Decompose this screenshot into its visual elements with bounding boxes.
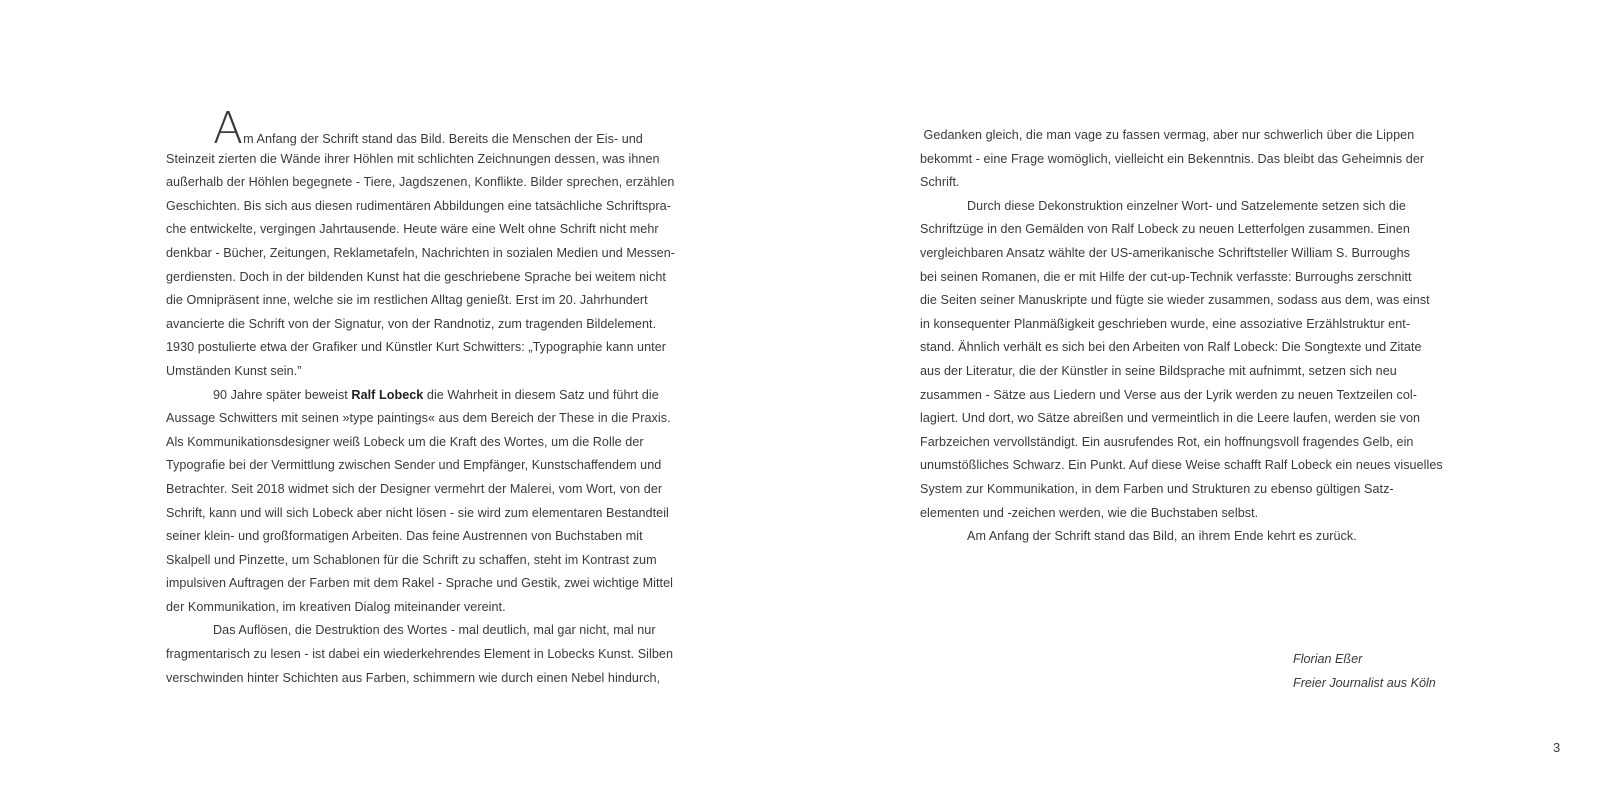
text-line: Geschichten. Bis sich aus diesen rudimentären Abbildungen eine tatsächliche Schriftspra- (166, 198, 671, 213)
text-line: die Omnipräsent inne, welche sie im restlichen Alltag genießt. Erst im 20. Jahrhundert (166, 293, 648, 308)
text-line: impulsiven Auftragen der Farben mit dem Rakel - Sprache und Gestik, zwei wichtige Mittel (166, 576, 673, 591)
text-line: vergleichbaren Ansatz wählte der US-amerikanische Schriftsteller William S. Burroughs (920, 245, 1411, 260)
closing-line: Am Anfang der Schrift stand das Bild, an ihrem Ende kehrt es zurück. (967, 529, 1357, 544)
text-line: verschwinden hinter Schichten aus Farben, schimmern wie durch einen Nebel hindurch, (166, 670, 661, 685)
left-text-column (166, 103, 698, 690)
first-line-text: m Anfang der Schrift stand das Bild. Bereits die Menschen der Eis- und (243, 132, 643, 146)
text-line: lagiert. Und dort, wo Sätze abreißen und vermeintlich in die Leere laufen, werden sie von (920, 411, 1421, 426)
author-name: Florian Eßer (1293, 652, 1363, 666)
text-line: Schriftzüge in den Gemälden von Ralf Lobeck zu neuen Letterfolgen zusammen. Einen (920, 222, 1410, 237)
text-fragment: 90 Jahre später beweist (213, 387, 352, 402)
text-line: zusammen - Sätze aus Liedern und Verse aus der Lyrik werden zu neuen Textzeilen col- (920, 387, 1418, 402)
text-line: in konsequenter Planmäßigkeit geschrieben wurde, eine assoziative Erzählstruktur ent- (920, 316, 1411, 331)
text-line: Farbzeichen vervollständigt. Ein ausrufendes Rot, ein hoffnungsvoll fragendes Gelb, ein (920, 434, 1414, 449)
author-signature (1293, 648, 1436, 695)
drop-cap: A (213, 103, 244, 154)
text-line: gerdiensten. Doch in der bildenden Kunst hat die geschriebene Sprache bei weitem nicht (166, 269, 666, 284)
text-line: die Seiten seiner Manuskripte und fügte sie wieder zusammen, sodass aus dem, was einst (920, 293, 1430, 308)
first-line (166, 103, 698, 154)
text-fragment: die Wahrheit in diesem Satz und führt die (423, 387, 659, 402)
author-role: Freier Journalist aus Köln (1293, 675, 1436, 690)
text-line: stand. Ähnlich verhält es sich bei den Arbeiten von Ralf Lobeck: Die Songtexte und Zitate (920, 340, 1422, 355)
text-line: Skalpell und Pinzette, um Schablonen für die Schrift zu schaffen, steht im Kontrast zum (166, 552, 657, 567)
text-line: elementen und -zeichen werden, wie die Buchstaben selbst. (920, 505, 1259, 520)
paragraph-first-line: Durch diese Dekonstruktion einzelner Wort- und Satzelemente setzen sich die (967, 198, 1406, 213)
text-line: seiner klein- und großformatigen Arbeiten. Das feine Austrennen von Buchstaben mit (166, 529, 643, 544)
page-number: 3 (1553, 740, 1561, 755)
text-line: Aussage Schwitters mit seinen »type paintings« aus dem Bereich der These in die Praxis. (166, 411, 671, 426)
text-line: che entwickelte, vergingen Jahrtausende. Heute wäre eine Welt ohne Schrift nicht mehr (166, 222, 659, 237)
text-line: unumstößliches Schwarz. Ein Punkt. Auf diese Weise schafft Ralf Lobeck ein neues visuelles (920, 458, 1443, 473)
text-line: avancierte die Schrift von der Signatur, von der Randnotiz, zum tragenden Bildelement. (166, 316, 657, 331)
text-line: Typografie bei der Vermittlung zwischen Sender und Empfänger, Kunstschaffendem und (166, 458, 662, 473)
text-line: Umständen Kunst sein.” (166, 363, 302, 378)
artist-name: Ralf Lobeck (351, 387, 424, 402)
text-line: bei seinen Romanen, die er mit Hilfe der cut-up-Technik verfasste: Burroughs zerschnitt (920, 269, 1412, 284)
text-line: Als Kommunikationsdesigner weiß Lobeck um die Kraft des Wortes, um die Rolle der (166, 434, 644, 449)
text-line: System zur Kommunikation, in dem Farben und Strukturen zu ebenso gültigen Satz- (920, 481, 1394, 496)
text-line: aus der Literatur, die der Künstler in seine Bildsprache mit aufnimmt, setzen sich neu (920, 363, 1397, 378)
text-line: Betrachter. Seit 2018 widmet sich der Designer vermehrt der Malerei, vom Wort, von der (166, 481, 663, 496)
right-text-column (920, 124, 1460, 549)
text-line: 1930 postulierte etwa der Grafiker und Künstler Kurt Schwitters: „Typographie kann unter (166, 340, 667, 355)
text-line: denkbar - Bücher, Zeitungen, Reklametafeln, Nachrichten in sozialen Medien und Messen- (166, 245, 676, 260)
paragraph-2-first-line (166, 384, 698, 408)
text-line: Schrift, kann und will sich Lobeck aber nicht lösen - sie wird zum elementaren Bestandteil (166, 505, 669, 520)
text-line: Steinzeit zierten die Wände ihrer Höhlen mit schlichten Zeichnungen dessen, was ihnen (166, 151, 660, 166)
text-line: fragmentarisch zu lesen - ist dabei ein wiederkehrendes Element in Lobecks Kunst. Silben (166, 647, 674, 662)
text-line: der Kommunikation, im kreativen Dialog miteinander vereint. (166, 599, 506, 614)
text-line: bekommt - eine Frage womöglich, vielleicht ein Bekenntnis. Das bleibt das Geheimnis der (920, 151, 1425, 166)
text-line: Schrift. (920, 175, 960, 190)
text-line: Gedanken gleich, die man vage zu fassen vermag, aber nur schwerlich über die Lippen (920, 128, 1415, 142)
paragraph-3-first-line: Das Auflösen, die Destruktion des Wortes - mal deutlich, mal gar nicht, mal nur (213, 623, 656, 638)
text-line: außerhalb der Höhlen begegnete - Tiere, Jagdszenen, Konflikte. Bilder sprechen, erzählen (166, 175, 675, 190)
